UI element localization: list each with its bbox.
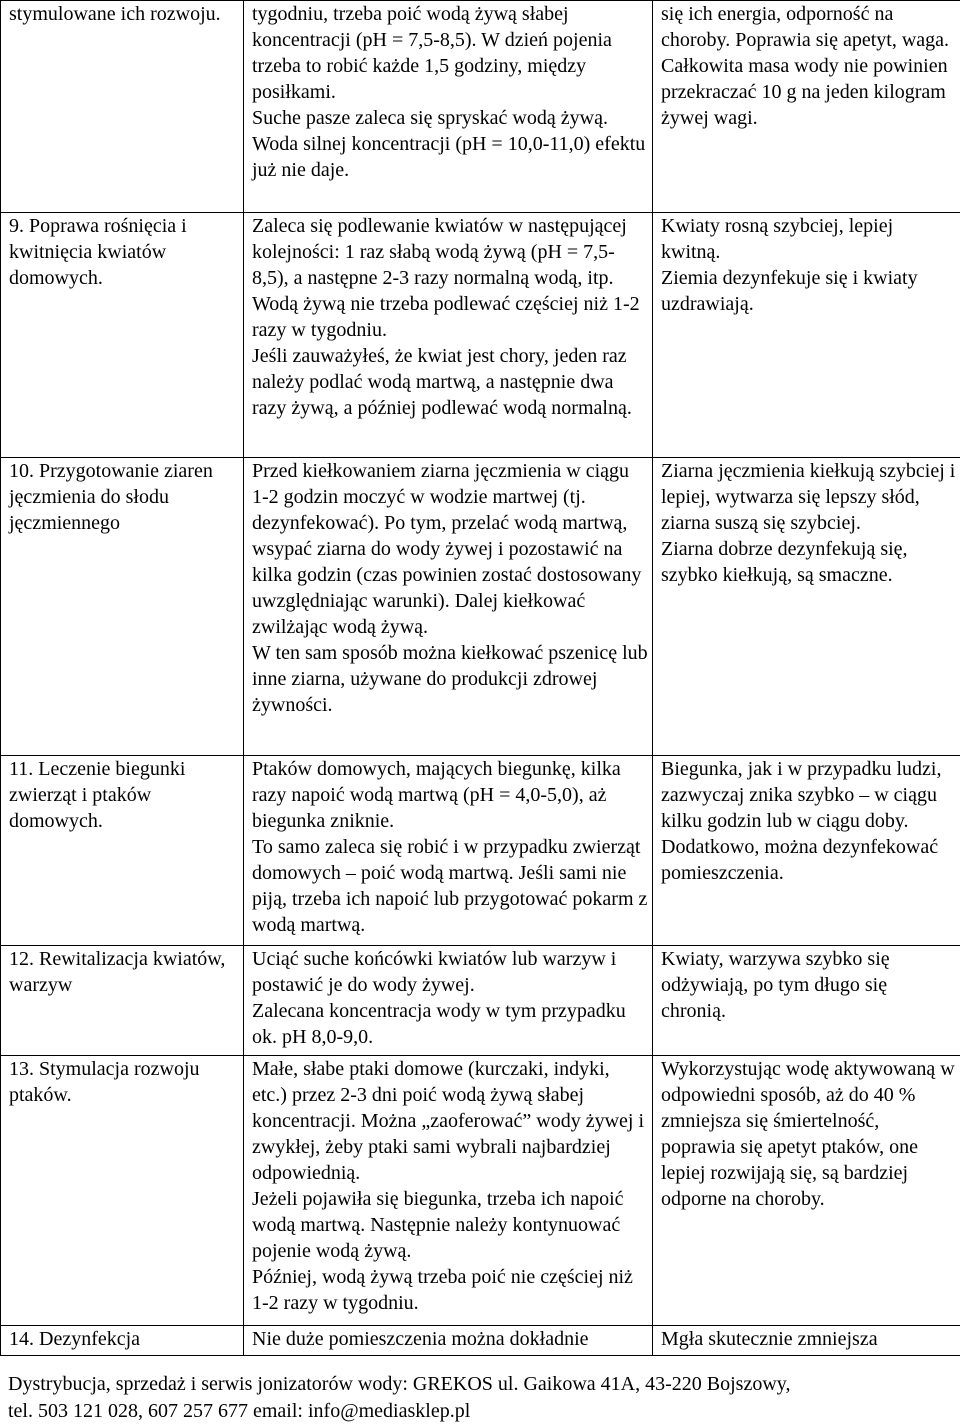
application-cell: 10. Przygotowanie ziaren jęczmienia do słodu jęczmiennego <box>1 458 244 756</box>
effect-cell: Kwiaty rosną szybciej, lepiej kwitną. Ziemia dezynfekuje się i kwiaty uzdrawiają. <box>653 213 960 458</box>
table-row <box>1 946 960 1056</box>
method-cell: Zaleca się podlewanie kwiatów w następującej kolejności: 1 raz słabą wodą żywą (pH = 7,5-8,5), a następne 2-3 razy normalną wodą, itp. Wodą żywą nie trzeba podlewać częściej niż 1-2 razy w tygodniu. Jeśli zauważyłeś, że kwiat jest chory, jeden raz należy podlać wodą martwą, a następnie dwa razy żywą, a później podlewać wodą normalną. <box>244 213 653 458</box>
application-cell: 12. Rewitalizacja kwiatów, warzyw <box>1 946 244 1056</box>
table-row <box>1 458 960 756</box>
table-row <box>1 1326 960 1356</box>
effect-cell: się ich energia, odporność na choroby. Poprawia się apetyt, waga. Całkowita masa wody nie powinien przekraczać 10 g na jeden kilogram żywej wagi. <box>653 1 960 213</box>
effect-cell: Kwiaty, warzywa szybko się odżywiają, po tym długo się chronią. <box>653 946 960 1056</box>
footer-address: Dystrybucja, sprzedaż i serwis jonizatorów wody: GREKOS ul. Gaikowa 41A, 43-220 Bojszowy, <box>8 1373 791 1395</box>
table-row <box>1 1056 960 1326</box>
application-cell: 11. Leczenie biegunki zwierząt i ptaków domowych. <box>1 756 244 946</box>
table-row <box>1 1 960 213</box>
application-cell: 14. Dezynfekcja <box>1 1326 244 1356</box>
effect-cell: Wykorzystując wodę aktywowaną w odpowiedni sposób, aż do 40 % zmniejsza się śmiertelność, poprawia się apetyt ptaków, one lepiej rozwijają się, są bardziej odporne na choroby. <box>653 1056 960 1326</box>
application-cell: 9. Poprawa rośnięcia i kwitnięcia kwiatów domowych. <box>1 213 244 458</box>
table-row <box>1 756 960 946</box>
application-cell: stymulowane ich rozwoju. <box>1 1 244 213</box>
effect-cell: Mgła skutecznie zmniejsza <box>653 1326 960 1356</box>
method-cell: Nie duże pomieszczenia można dokładnie <box>244 1326 653 1356</box>
effect-cell: Ziarna jęczmienia kiełkują szybciej i lepiej, wytwarza się lepszy słód, ziarna suszą się szybciej. Ziarna dobrze dezynfekują się, szybko kiełkują, są smaczne. <box>653 458 960 756</box>
method-cell: Uciąć suche końcówki kwiatów lub warzyw i postawić je do wody żywej. Zalecana koncentracja wody w tym przypadku ok. pH 8,0-9,0. <box>244 946 653 1056</box>
method-cell: Ptaków domowych, mających biegunkę, kilka razy napoić wodą martwą (pH = 4,0-5,0), aż biegunka zniknie. To samo zaleca się robić i w przypadku zwierząt domowych – poić wodą martwą. Jeśli sami nie piją, trzeba ich napoić lub przygotować pokarm z wodą martwą. <box>244 756 653 946</box>
footer-contact: tel. 503 121 028, 607 257 677 email: info@mediasklep.pl <box>8 1400 471 1422</box>
method-cell: Przed kiełkowaniem ziarna jęczmienia w ciągu 1-2 godzin moczyć w wodzie martwej (tj. dezynfekować). Po tym, przelać wodą martwą, wsypać ziarna do wody żywej i pozostawić na kilka godzin (czas powinien zostać dostosowany uwzględniając warunki). Dalej kiełkować zwilżając wodą żywą. W ten sam sposób można kiełkować pszenicę lub inne ziarna, używane do produkcji zdrowej żywności. <box>244 458 653 756</box>
application-cell: 13. Stymulacja rozwoju ptaków. <box>1 1056 244 1326</box>
effect-cell: Biegunka, jak i w przypadku ludzi, zazwyczaj znika szybko – w ciągu kilku godzin lub w ciągu doby. Dodatkowo, można dezynfekować pomieszczenia. <box>653 756 960 946</box>
distributor-footer <box>8 1371 948 1425</box>
method-cell: tygodniu, trzeba poić wodą żywą słabej koncentracji (pH = 7,5-8,5). W dzień pojenia trzeba to robić każde 1,5 godziny, między posiłkami. Suche pasze zaleca się spryskać wodą żywą. Woda silnej koncentracji (pH = 10,0-11,0) efektu już nie daje. <box>244 1 653 213</box>
table-row <box>1 213 960 458</box>
method-cell: Małe, słabe ptaki domowe (kurczaki, indyki, etc.) przez 2-3 dni poić wodą żywą słabej koncentracji. Można „zaoferować” wody żywej i zwykłej, żeby ptaki sami wybrali najbardziej odpowiednią. Jeżeli pojawiła się biegunka, trzeba ich napoić wodą martwą. Następnie należy kontynuować pojenie wodą żywą. Później, wodą żywą trzeba poić nie częściej niż 1-2 razy w tygodniu. <box>244 1056 653 1326</box>
